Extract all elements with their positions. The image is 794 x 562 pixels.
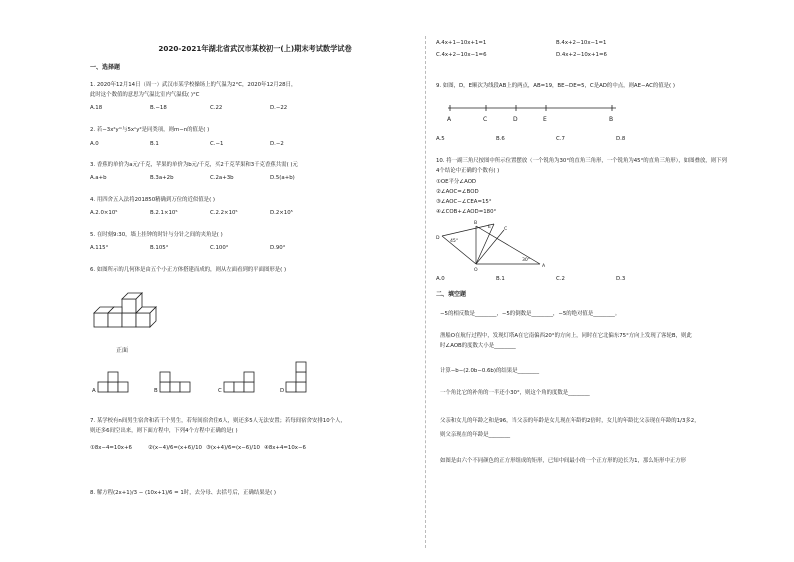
q8-option-c: C.4x+2−10x−1=6 [436, 52, 487, 58]
q10-statement-3: ③∠AOC−∠CEA=15° [436, 199, 492, 205]
q5-text: 5. 在时刻9:30，墙上挂钟的时针与分针之间的夹角是( ) [90, 232, 223, 238]
q6-option-a: A [92, 388, 96, 394]
fill-q11-text: −5的相反数是________，−5的倒数是________，−5的绝对值是________。 [440, 311, 621, 317]
q6-text: 6. 如图所示的几何体是由五个小正方体搭建而成的，则从左面看到的平面图形是( ) [90, 267, 287, 273]
q10-angle-45: 45° [450, 239, 459, 244]
q10-statement-2: ②∠AOC=∠BOD [436, 189, 479, 195]
q9-point-d: D [513, 116, 518, 123]
q10-option-b: B.1 [496, 276, 505, 282]
fill-q15-line2: 则父亲现在的年龄是________ [440, 432, 511, 438]
q10-angle-30: 30° [522, 258, 531, 263]
q5-option-d: D.90° [270, 245, 286, 251]
q7-option-2: ②(x−4)/6=(x+6)/10 [148, 445, 202, 451]
q10-label-o: O [474, 268, 478, 273]
q10-label-e: E [488, 225, 491, 230]
q9-line-segment-figure [440, 100, 640, 124]
q7-text-line2: 则还多6间空出来，则下面方程中，下列4个方程中正确的是( ) [90, 428, 238, 434]
q9-option-a: A.5 [436, 136, 445, 142]
q10-label-c: C [504, 227, 508, 232]
fill-q13-text: 计算−b−(2.0b−0.6b)的结果是________ [440, 368, 540, 374]
q8-option-b: B.4x+2−10x−1=1 [556, 40, 607, 46]
q5-option-b: B.105° [150, 245, 169, 251]
q6-option-d: D [280, 388, 285, 394]
q3-option-b: B.3a+2b [150, 175, 174, 181]
q10-label-d: D [436, 236, 440, 241]
q1-text-line1: 1. 2020年12月14日（周一）武汉市某学校操场上的气温为2°C，2020年12月28日， [90, 82, 297, 88]
q9-option-b: B.6 [496, 136, 505, 142]
q8-option-d: D.4x+2−10x+1=6 [556, 52, 607, 58]
q9-point-e: E [543, 116, 547, 123]
q10-statement-4: ④∠COB+∠AOD=180° [436, 209, 497, 215]
q4-option-b: B.2.1×10⁵ [150, 210, 178, 216]
q10-triangle-figure [436, 220, 556, 272]
q7-option-3: ③(x+4)/6=(x−6)/10 [206, 445, 260, 451]
q3-text: 3. 香蕉的单价为a元/千克，苹果的单价为b元/千克，买2千克苹果和3千克香蕉共需( )元 [90, 162, 298, 168]
fill-q15-line1: 父亲和女儿的年龄之和是96，当父亲的年龄是女儿现在年龄的2倍时，女儿的年龄比父亲现在年龄的1/3多2， [440, 418, 700, 424]
q1-option-b: B.−18 [150, 105, 167, 111]
q6-solid-figure [90, 283, 170, 339]
q6-front-label: 正面 [116, 347, 129, 354]
q7-option-4: ④8x+4=10x−6 [264, 445, 306, 451]
q10-label-a: A [542, 264, 546, 269]
q3-option-d: D.5(a+b) [270, 175, 295, 181]
q10-option-a: A.0 [436, 276, 445, 282]
q9-point-b: B [609, 116, 614, 123]
q6-option-figures [90, 366, 390, 400]
q10-option-c: C.2 [556, 276, 565, 282]
q5-option-c: C.100° [210, 245, 229, 251]
q4-option-a: A.2.0×10⁵ [90, 210, 118, 216]
q9-point-a: A [447, 116, 452, 123]
fill-q12-line2: 时∠AOB的度数大小是________ [440, 343, 516, 349]
q2-option-c: C.−1 [210, 141, 224, 147]
q2-option-d: D.−2 [270, 141, 284, 147]
q3-option-a: A.a+b [90, 175, 107, 181]
q2-option-b: B.1 [150, 141, 159, 147]
column-divider [425, 36, 426, 548]
q1-option-c: C.22 [210, 105, 223, 111]
q6-option-b: B [154, 388, 158, 394]
q10-text-line2: 4个结论中正确的个数有( ) [436, 168, 500, 174]
page-title: 2020-2021年湖北省武汉市某校初一(上)期末考试数学试卷 [158, 44, 352, 53]
q8-text: 8. 解方程(2x+1)/3 − (10x+1)/6 = 1时，去分母、去括号后，正确结果是( ) [90, 490, 276, 496]
q4-option-d: D.2×10⁵ [270, 210, 293, 216]
q7-text-line1: 7. 某学校有n间男生宿舍和若干个男生，若每间宿舍住6人，则还多5人无法安置；若每间宿舍安排10个人， [90, 418, 346, 424]
q5-option-a: A.115° [90, 245, 109, 251]
q4-text: 4. 用四舍五入法将201850精确到万位的近似值是( ) [90, 197, 215, 203]
section-heading-choice: 一、选择题 [90, 64, 121, 71]
fill-q12-line1: 渔船O在航行过程中，发现灯塔A在它南偏西20°的方向上，同时在它北偏东75°方向上发现了客轮B，则此 [440, 333, 692, 339]
fill-q16-text: 如图是由六个不同颜色的正方形组成的矩形，已知中间最小的一个正方形的边长为1，那么矩形中正方形 [440, 458, 687, 464]
q1-option-d: D.−22 [270, 105, 288, 111]
q4-option-c: C.2.2×10⁵ [210, 210, 238, 216]
fill-q14-text: 一个角比它的补角的一半还小30°，则这个角的度数是________ [440, 390, 590, 396]
q8-option-a: A.4x+1−10x+1=1 [436, 40, 487, 46]
q10-option-d: D.3 [616, 276, 626, 282]
q10-label-b: B [474, 221, 478, 226]
q9-text: 9. 如图，D，E顺次为线段AB上的两点，AB=19，BE−DE=5，C是AD的中点，则AE−AC的值是( ) [436, 83, 675, 89]
q6-option-c: C [218, 388, 222, 394]
section-heading-fill: 二、填空题 [436, 291, 467, 298]
q2-option-a: A.0 [90, 141, 99, 147]
q10-statement-1: ①OE平分∠AOD [436, 179, 477, 185]
q9-option-c: C.7 [556, 136, 565, 142]
q7-option-1: ①8x−4=10x+6 [90, 445, 132, 451]
q2-text: 2. 若−3x²yᵐ与5xⁿy²是同类项，则m−n的值是( ) [90, 127, 210, 133]
q9-point-c: C [483, 116, 488, 123]
q9-option-d: D.8 [616, 136, 626, 142]
q1-option-a: A.18 [90, 105, 103, 111]
q3-option-c: C.2a+3b [210, 175, 234, 181]
q10-text-line1: 10. 将一副三角尺按图中所示位置摆放（一个锐角为30°的直角三角形，一个锐角为45°的直角三角形），如图叠放，则下列 [436, 158, 727, 164]
q1-text-line2: 此时这个数值的意思为气温比室内气温低( )°C [90, 92, 200, 98]
